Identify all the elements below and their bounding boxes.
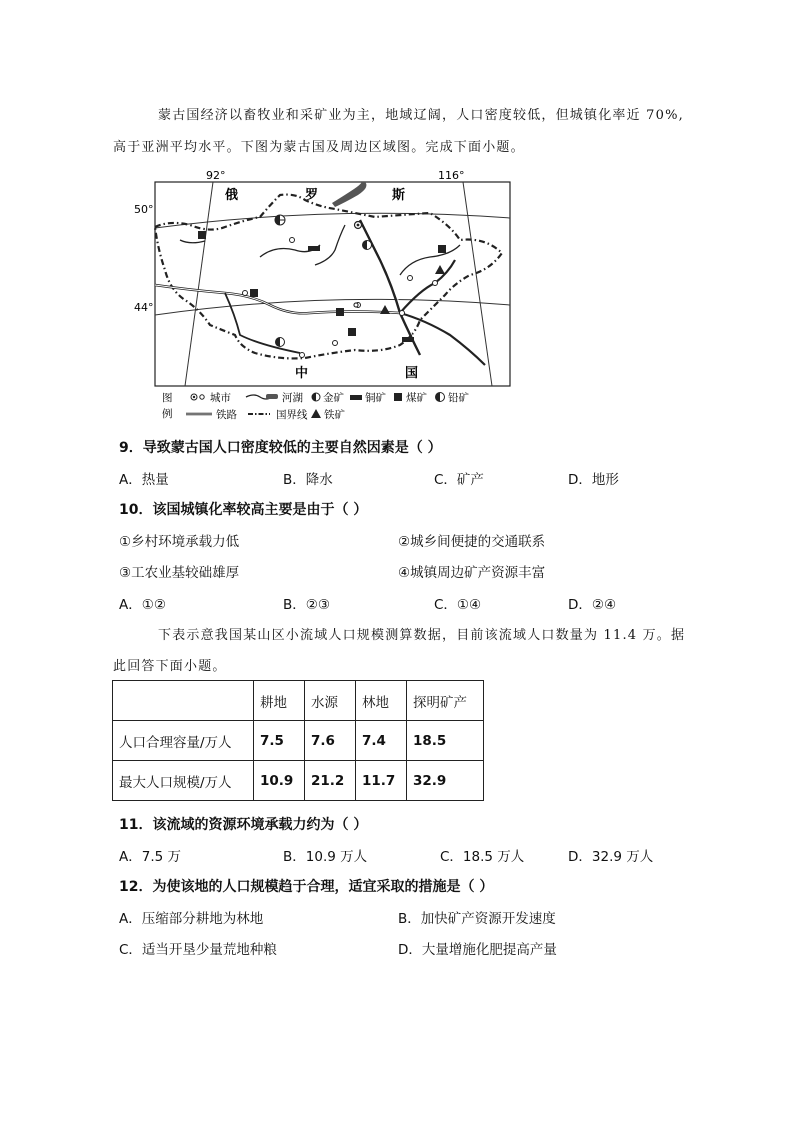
mongolia-map	[130, 165, 520, 425]
table-row	[113, 761, 484, 801]
q10-statement-1: ①乡村环境承载力低	[119, 534, 240, 550]
lat-label-50: 50°	[134, 203, 154, 216]
lead-mine-icon	[275, 215, 285, 225]
city-capital-dot	[357, 224, 360, 227]
intro2-line-1: 下表示意我国某山区小流域人口规模测算数据，目前该流域人口数量为 11.4 万。据	[158, 628, 686, 643]
q10-option-d[interactable]: D．②④	[568, 597, 617, 613]
city-marker	[333, 341, 338, 346]
table-row-label: 人口合理容量/万人	[113, 721, 254, 761]
legend-iron-label: 铁矿	[324, 409, 345, 421]
label-guo: 国	[405, 366, 419, 381]
railway-main	[360, 220, 420, 355]
table-header-cell: 探明矿产	[407, 681, 484, 721]
q9-stem: 9．导致蒙古国人口密度较低的主要自然因素是（ ）	[119, 440, 442, 456]
legend-railway-label: 铁路	[216, 409, 237, 421]
table-row	[113, 721, 484, 761]
label-si: 斯	[392, 188, 406, 203]
legend-copper-label: 铜矿	[365, 392, 386, 404]
q12-option-b[interactable]: B．加快矿产资源开发速度	[398, 911, 556, 927]
intro-line-1: 蒙古国经济以畜牧业和采矿业为主，地域辽阔，人口密度较低，但城镇化率近 70%,	[158, 108, 684, 123]
legend-border-label: 国界线	[276, 409, 308, 421]
label-e: 俄	[225, 188, 239, 203]
q10-option-b[interactable]: B．②③	[283, 597, 330, 613]
iron-mine-icon	[380, 305, 390, 314]
legend-lead-label: 铅矿	[448, 392, 469, 404]
legend-city-label: 城市	[210, 392, 231, 404]
population-table	[112, 680, 484, 801]
legend-lead-icon	[436, 393, 445, 402]
mongolia-map-figure	[130, 165, 520, 425]
coal-mine-icon	[198, 231, 206, 239]
iron-mine-icon	[435, 265, 445, 274]
gold-mine-icon	[276, 338, 285, 347]
meridian-92	[185, 182, 213, 386]
table-cell: 7.4	[356, 721, 407, 761]
map-legend	[162, 391, 469, 421]
railway-east	[400, 260, 455, 313]
coal-mine-icon	[250, 289, 258, 297]
city-marker	[354, 303, 358, 307]
table-row-label: 最大人口规模/万人	[113, 761, 254, 801]
city-marker	[300, 353, 305, 358]
river-kherlen	[400, 245, 460, 275]
q11-option-c[interactable]: C．18.5 万人	[440, 849, 525, 865]
label-luo: 罗	[305, 188, 319, 203]
lake-baikal	[332, 182, 366, 207]
table-cell: 11.7	[356, 761, 407, 801]
legend-coal-label: 煤矿	[406, 392, 427, 404]
coal-mine-icon	[336, 308, 344, 316]
q12-option-d[interactable]: D．大量增施化肥提高产量	[398, 942, 557, 958]
table-cell: 10.9	[254, 761, 305, 801]
q11-option-a[interactable]: A．7.5 万	[119, 849, 181, 865]
table-header-cell: 耕地	[254, 681, 305, 721]
city-marker	[433, 281, 438, 286]
legend-iron-icon	[311, 409, 321, 418]
table-cell: 7.6	[305, 721, 356, 761]
city-marker	[400, 311, 405, 316]
q9-option-b[interactable]: B．降水	[283, 472, 333, 488]
table-header-row	[113, 681, 484, 721]
table-cell: 21.2	[305, 761, 356, 801]
lon-label-116: 116°	[438, 169, 465, 182]
q12-option-a[interactable]: A．压缩部分耕地为林地	[119, 911, 264, 927]
q11-option-d[interactable]: D．32.9 万人	[568, 849, 654, 865]
coal-mine-icon	[348, 328, 356, 336]
table-cell: 7.5	[254, 721, 305, 761]
q10-statement-2: ②城乡间便捷的交通联系	[398, 534, 546, 550]
q11-stem: 11．该流域的资源环境承载力约为（ ）	[119, 817, 368, 833]
legend-title-top: 图	[162, 392, 173, 404]
q9-option-a[interactable]: A．热量	[119, 472, 169, 488]
city-marker	[408, 276, 413, 281]
legend-gold-icon	[312, 393, 320, 401]
city-marker	[243, 291, 248, 296]
table-cell: 18.5	[407, 721, 484, 761]
q10-stem: 10．该国城镇化率较高主要是由于（ ）	[119, 502, 368, 518]
river-west	[180, 240, 205, 243]
q12-option-c[interactable]: C．适当开垦少量荒地种粮	[119, 942, 277, 958]
copper-mine-icon	[402, 337, 414, 342]
coal-mine-icon	[438, 245, 446, 253]
q10-statement-4: ④城镇周边矿产资源丰富	[398, 565, 546, 581]
lat-label-44: 44°	[134, 301, 154, 314]
table-cell: 32.9	[407, 761, 484, 801]
city-marker	[290, 238, 295, 243]
legend-title-bottom: 例	[162, 408, 173, 420]
q9-option-d[interactable]: D．地形	[568, 472, 619, 488]
lon-label-92: 92°	[206, 169, 226, 182]
copper-mine-icon	[308, 246, 320, 251]
table-header-cell: 林地	[356, 681, 407, 721]
q9-option-c[interactable]: C．矿产	[434, 472, 484, 488]
legend-copper-icon	[350, 395, 362, 400]
legend-river-label: 河湖	[282, 392, 303, 404]
legend-gold-label: 金矿	[323, 392, 344, 404]
table-header-cell	[113, 681, 254, 721]
q12-stem: 12．为使该地的人口规模趋于合理，适宜采取的措施是（ ）	[119, 879, 494, 895]
legend-coal-icon	[394, 393, 402, 401]
q10-statement-3: ③工农业基较础雄厚	[119, 565, 240, 581]
meridian-116	[463, 182, 492, 386]
table-header-cell: 水源	[305, 681, 356, 721]
q10-option-a[interactable]: A．①②	[119, 597, 166, 613]
gold-mine-icon	[363, 241, 372, 250]
intro2-line-2: 此回答下面小题。	[113, 659, 227, 674]
q10-option-c[interactable]: C．①④	[434, 597, 482, 613]
q11-option-b[interactable]: B．10.9 万人	[283, 849, 368, 865]
label-zhong: 中	[295, 366, 309, 381]
intro-line-2: 高于亚洲平均水平。下图为蒙古国及周边区域图。完成下面小题。	[113, 140, 525, 155]
